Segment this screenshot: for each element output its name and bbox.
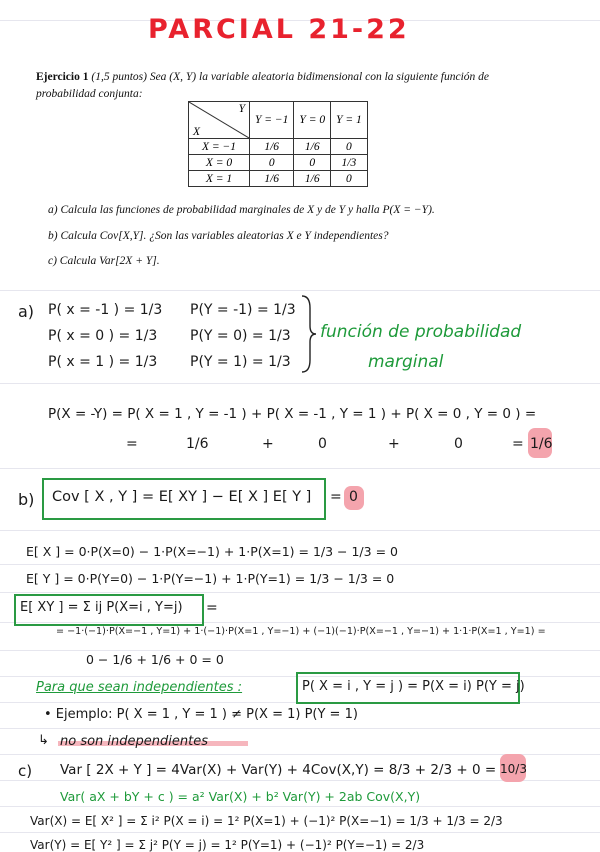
marginal-x-2: P( x = 0 ) = 1/3: [48, 328, 158, 344]
question-b: b) Calcula Cov[X,Y]. ¿Son las variables aleatorias X e Y independientes?: [48, 230, 389, 242]
pxy-eq-2: =: [512, 436, 524, 452]
exercise-statement-2: probabilidad conjunta:: [36, 88, 143, 100]
table-cell: 0: [294, 155, 331, 171]
table-cell: 0: [250, 155, 294, 171]
not-independent: no son independientes: [60, 734, 208, 749]
pxy-result: 1/6: [530, 436, 553, 452]
ruled-line: [0, 383, 600, 384]
ruled-line: [0, 530, 600, 531]
independence-formula: P( X = i , Y = j ) = P(X = i) P(Y = j): [302, 679, 525, 694]
question-a: a) Calcula las funciones de probabilidad marginales de X y de Y y halla P(X = −Y).: [48, 204, 435, 216]
pxy-term-1: 1/6: [186, 436, 209, 452]
exy-expansion: = −1·(−1)·P(X=−1 , Y=1) + 1·(−1)·P(X=1 , Y=−1) + (−1)(−1)·P(X=−1 , Y=−1) + 1·1·P(X=1 , Y=1) =: [56, 626, 546, 637]
exy-formula: E[ XY ] = Σ ij P(X=i , Y=j): [20, 600, 183, 615]
expectation-y: E[ Y ] = 0·P(Y=0) − 1·P(Y=−1) + 1·P(Y=1) = 1/3 − 1/3 = 0: [26, 571, 395, 586]
table-cell: 1/3: [331, 155, 368, 171]
marginal-y-1: P(Y = -1) = 1/3: [190, 302, 296, 318]
pxy-term-2: 0: [318, 436, 327, 452]
table-cell: 1/6: [250, 171, 294, 187]
ruled-line: [0, 290, 600, 291]
exercise-points: (1,5 puntos): [91, 71, 147, 83]
pxy-plus-2: +: [388, 436, 400, 452]
ruled-line: [0, 468, 600, 469]
counter-example: • Ejemplo: P( X = 1 , Y = 1 ) ≠ P(X = 1) P(Y = 1): [44, 707, 358, 722]
row-header: X = 1: [189, 171, 250, 187]
table-corner: [189, 102, 250, 139]
ruled-line: [0, 650, 600, 651]
p-x-eq-minus-y: P(X = -Y) = P( X = 1 , Y = -1 ) + P( X = -1 , Y = 1 ) + P( X = 0 , Y = 0 ) =: [48, 406, 537, 422]
pxy-eq: =: [126, 436, 138, 452]
exy-values: 0 − 1/6 + 1/6 + 0 = 0: [86, 652, 224, 667]
variance-result: 10/3: [500, 762, 527, 776]
cov-result: 0: [349, 489, 358, 505]
table-cell: 1/6: [250, 139, 294, 155]
table-cell: 1/6: [294, 171, 331, 187]
ruled-line: [0, 806, 600, 807]
probability-table: [188, 101, 368, 187]
marginal-note-1: función de probabilidad: [320, 322, 522, 342]
page-title: PARCIAL 21-22: [148, 14, 410, 45]
table-cell: 0: [331, 139, 368, 155]
variance-y: Var(Y) = E[ Y² ] = Σ j² P(Y = j) = 1² P(Y=1) + (−1)² P(Y=−1) = 2/3: [30, 838, 425, 852]
pxy-term-3: 0: [454, 436, 463, 452]
expectation-x: E[ X ] = 0·P(X=0) − 1·P(X=−1) + 1·P(X=1) = 1/3 − 1/3 = 0: [26, 544, 398, 559]
table-cell: 1/6: [294, 139, 331, 155]
row-header: X = −1: [189, 139, 250, 155]
ruled-line: [0, 832, 600, 833]
curly-brace-icon: [298, 294, 318, 374]
exy-eq: =: [206, 600, 218, 616]
cov-formula: Cov [ X , Y ] = E[ XY ] − E[ X ] E[ Y ]: [52, 489, 312, 505]
label-b: b): [18, 490, 35, 509]
arrow-icon: ↳: [38, 733, 49, 748]
marginal-note-2: marginal: [368, 352, 444, 372]
question-c: c) Calcula Var[2X + Y].: [48, 255, 160, 267]
label-c: c): [18, 762, 33, 780]
exercise-statement: [36, 69, 489, 86]
independence-condition-text: Para que sean independientes :: [36, 680, 243, 695]
col-header: Y = 0: [294, 102, 331, 139]
exercise-heading: Ejercicio 1: [36, 71, 89, 83]
marginal-y-2: P(Y = 0) = 1/3: [190, 328, 291, 344]
exercise-statement-text: Sea (X, Y) la variable aleatoria bidimensional con la siguiente función de: [149, 71, 490, 83]
marginal-y-3: P(Y = 1) = 1/3: [190, 354, 291, 370]
ruled-line: [0, 728, 600, 729]
corner-x: X: [193, 126, 201, 138]
variance-rule: Var( aX + bY + c ) = a² Var(X) + b² Var(Y) + 2ab Cov(X,Y): [60, 789, 421, 804]
ruled-line: [0, 564, 600, 565]
variance-x: Var(X) = E[ X² ] = Σ i² P(X = i) = 1² P(X=1) + (−1)² P(X=−1) = 1/3 + 1/3 = 2/3: [30, 814, 503, 828]
pxy-plus-1: +: [262, 436, 274, 452]
marginal-x-3: P( x = 1 ) = 1/3: [48, 354, 158, 370]
marginal-x-1: P( x = -1 ) = 1/3: [48, 302, 163, 318]
label-a: a): [18, 302, 35, 321]
corner-y: Y: [238, 103, 245, 115]
cov-eq: =: [330, 489, 342, 505]
col-header: Y = 1: [331, 102, 368, 139]
col-header: Y = −1: [250, 102, 294, 139]
row-header: X = 0: [189, 155, 250, 171]
variance-line: Var [ 2X + Y ] = 4Var(X) + Var(Y) + 4Cov(X,Y) = 8/3 + 2/3 + 0 =: [60, 762, 497, 778]
table-cell: 0: [331, 171, 368, 187]
ruled-line: [0, 592, 600, 593]
